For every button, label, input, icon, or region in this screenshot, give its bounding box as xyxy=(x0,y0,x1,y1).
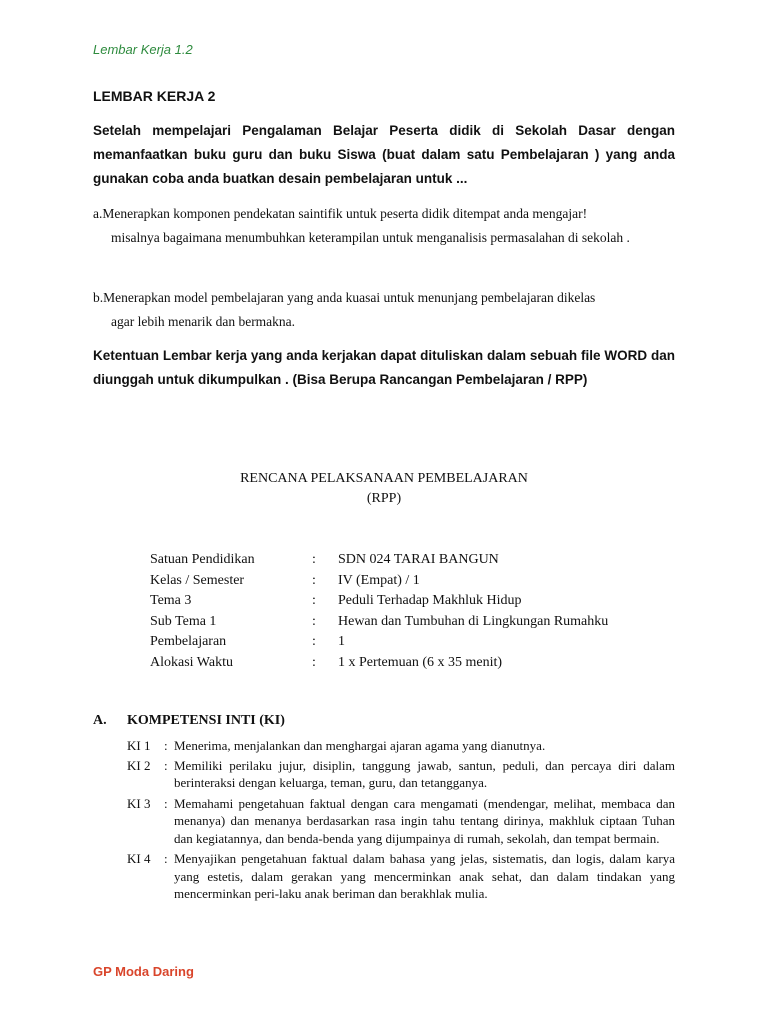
ki-text: Memahami pengetahuan faktual dengan cara mengamati (mendengar, melihat, membaca dan menanya) dan menanya berdasarkan rasa ingin tahu tentang dirinya, makhluk ciptaan Tuhan dan kegiatannya, dan benda-benda yang dijumpainya di rumah, sekolah, dan tempat bermain. xyxy=(174,795,675,846)
worksheet-title: LEMBAR KERJA 2 xyxy=(93,88,216,104)
identity-value: 1 xyxy=(338,634,345,650)
identity-row xyxy=(150,591,608,612)
intro-part3: yang anda gunakan coba anda buatkan desain pembelajaran untuk ... xyxy=(93,147,675,186)
identity-row xyxy=(150,612,608,633)
ketentuan-paragraph xyxy=(93,344,675,392)
intro-part1: Setelah mempelajari Pengalaman Belajar Peserta didik di Sekolah Dasar dengan memanfaatkan buku guru dan buku Siswa xyxy=(93,123,675,162)
intro-part2: (buat dalam satu Pembelajaran ) xyxy=(382,147,600,162)
item-b-line1: b.Menerapkan model pembelajaran yang anda kuasai untuk menunjang pembelajaran dikelas xyxy=(93,290,596,305)
identity-value: IV (Empat) / 1 xyxy=(338,572,420,588)
ki-list xyxy=(127,737,675,903)
rpp-title: RENCANA PELAKSANAAN PEMBELAJARAN xyxy=(240,471,528,486)
identity-label: Kelas / Semester xyxy=(150,572,245,588)
ki-colon: : xyxy=(164,851,168,866)
section-a-heading xyxy=(93,713,285,729)
identity-row xyxy=(150,632,608,653)
item-a-rest: misalnya bagaimana menumbuhkan keterampilan untuk menganalisis permasalahan di sekolah . xyxy=(111,230,630,245)
ki-colon: : xyxy=(164,738,168,753)
identity-label: Satuan Pendidikan xyxy=(150,552,255,568)
section-a-title: KOMPETENSI INTI (KI) xyxy=(127,713,285,728)
ki-code: KI 3 xyxy=(127,795,151,811)
identity-row xyxy=(150,571,608,592)
ki-item xyxy=(127,757,675,792)
ki-text: Menyajikan pengetahuan faktual dalam bahasa yang jelas, sistematis, dan logis, dalam karya yang estetis, dalam gerakan yang mencerminkan anak sehat, dan dalam tindakan yang mencerminkan peri-laku anak beriman dan berakhlak mulia. xyxy=(174,851,675,901)
ki-item xyxy=(127,850,675,903)
ki-text: Memiliki perilaku jujur, disiplin, tanggung jawab, santun, peduli, dan percaya diri dalam berinteraksi dengan keluarga, teman, guru, dan tetangganya. xyxy=(174,757,675,790)
rpp-heading xyxy=(93,469,675,509)
ki-item xyxy=(127,795,675,848)
identity-colon: : xyxy=(312,593,316,609)
identity-colon: : xyxy=(312,654,316,670)
ketentuan-part1: Ketentuan Lembar kerja yang anda kerjakan dapat dituliskan dalam sebuah file WORD dan diunggah untuk dikumpulkan . xyxy=(93,348,675,387)
identity-row xyxy=(150,550,608,571)
identity-label: Alokasi Waktu xyxy=(150,654,233,670)
ki-code: KI 2 xyxy=(127,757,151,773)
rpp-subtitle: (RPP) xyxy=(366,491,402,506)
ki-item xyxy=(127,737,675,755)
ki-colon: : xyxy=(164,757,168,773)
footer-note: GP Moda Daring xyxy=(93,964,194,979)
identity-label: Tema 3 xyxy=(150,593,192,609)
identity-colon: : xyxy=(312,572,316,588)
ki-code: KI 1 xyxy=(127,738,151,753)
item-a xyxy=(93,202,675,250)
ki-colon: : xyxy=(164,795,168,811)
intro-paragraph xyxy=(93,119,675,191)
item-b xyxy=(93,286,675,334)
ki-text: Menerima, menjalankan dan menghargai ajaran agama yang dianutnya. xyxy=(174,738,546,753)
header-note: Lembar Kerja 1.2 xyxy=(93,42,193,57)
identity-label: Pembelajaran xyxy=(150,634,227,650)
identity-table xyxy=(150,550,608,673)
identity-value: Hewan dan Tumbuhan di Lingkungan Rumahku xyxy=(338,613,609,629)
identity-label: Sub Tema 1 xyxy=(150,613,217,629)
identity-value: Peduli Terhadap Makhluk Hidup xyxy=(338,593,522,609)
identity-row xyxy=(150,653,608,674)
identity-colon: : xyxy=(312,613,316,629)
section-a-letter: A. xyxy=(93,713,107,728)
identity-colon: : xyxy=(312,634,316,650)
ketentuan-part2: (Bisa Berupa Rancangan Pembelajaran / RPP) xyxy=(292,372,588,387)
identity-colon: : xyxy=(312,552,316,568)
item-a-line1: a.Menerapkan komponen pendekatan saintifik untuk peserta didik ditempat anda mengajar! xyxy=(93,206,588,221)
identity-value: SDN 024 TARAI BANGUN xyxy=(338,552,499,568)
item-b-rest: agar lebih menarik dan bermakna. xyxy=(111,314,296,329)
ki-code: KI 4 xyxy=(127,851,151,866)
identity-value: 1 x Pertemuan (6 x 35 menit) xyxy=(338,654,503,670)
